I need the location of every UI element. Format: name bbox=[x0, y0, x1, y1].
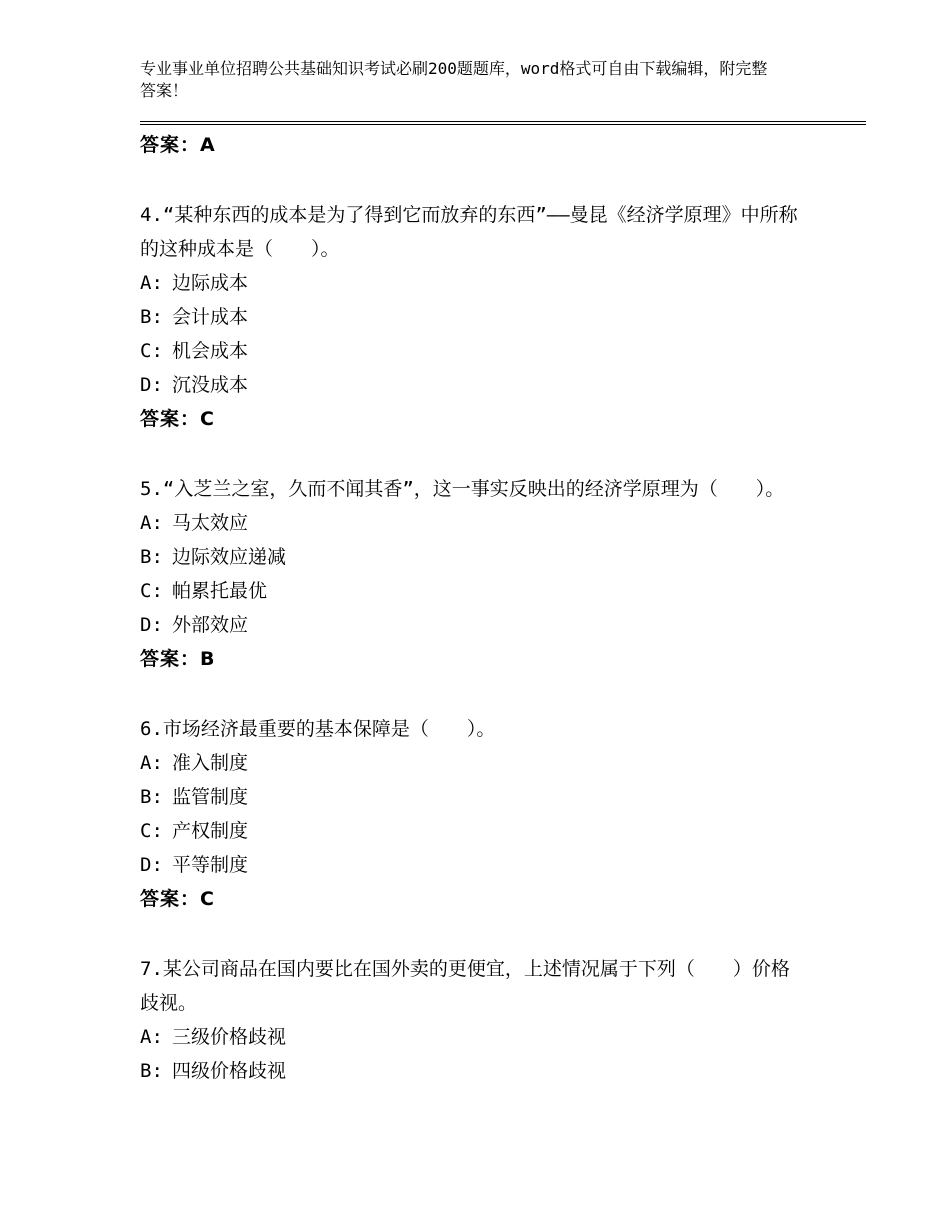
option-key: C: bbox=[140, 580, 163, 602]
option-d bbox=[140, 368, 820, 402]
option-a bbox=[140, 506, 820, 540]
question-text: 5.“入芝兰之室，久而不闻其香”，这一事实反映出的经济学原理为（ ）。 bbox=[140, 478, 785, 500]
option-b bbox=[140, 540, 820, 574]
option-key: D: bbox=[140, 854, 163, 876]
option-c bbox=[140, 574, 820, 608]
option-text: 边际成本 bbox=[172, 272, 249, 294]
option-key: A: bbox=[140, 272, 163, 294]
option-text: 沉没成本 bbox=[172, 374, 249, 396]
question-block bbox=[140, 198, 820, 436]
option-c bbox=[140, 334, 820, 368]
answer-label: 答案： bbox=[140, 888, 201, 910]
option-b bbox=[140, 1054, 820, 1088]
option-key: C: bbox=[140, 820, 163, 842]
option-text: 四级价格歧视 bbox=[172, 1060, 287, 1082]
option-a bbox=[140, 746, 820, 780]
option-text: 马太效应 bbox=[172, 512, 249, 534]
answer-label: 答案： bbox=[140, 134, 201, 156]
answer-label: 答案： bbox=[140, 408, 201, 430]
option-key: B: bbox=[140, 306, 163, 328]
option-b bbox=[140, 780, 820, 814]
option-key: B: bbox=[140, 786, 163, 808]
option-text: 产权制度 bbox=[172, 820, 249, 842]
option-text: 平等制度 bbox=[172, 854, 249, 876]
answer-label: 答案： bbox=[140, 648, 201, 670]
option-c bbox=[140, 814, 820, 848]
option-key: B: bbox=[140, 546, 163, 568]
answer-value: C bbox=[200, 408, 214, 430]
answer-line bbox=[140, 882, 820, 916]
option-key: A: bbox=[140, 512, 163, 534]
option-key: A: bbox=[140, 1026, 163, 1048]
option-a bbox=[140, 266, 820, 300]
option-text: 三级价格歧视 bbox=[172, 1026, 287, 1048]
option-key: C: bbox=[140, 340, 163, 362]
answer-line bbox=[140, 402, 820, 436]
page-header: 专业事业单位招聘公共基础知识考试必刷200题题库，word格式可自由下载编辑，附完整答案！ bbox=[140, 59, 768, 100]
option-text: 监管制度 bbox=[172, 786, 249, 808]
question-block bbox=[140, 712, 820, 916]
option-key: D: bbox=[140, 614, 163, 636]
question-block bbox=[140, 472, 820, 676]
header-divider bbox=[140, 121, 866, 125]
question-text: 6.市场经济最重要的基本保障是（ ）。 bbox=[140, 718, 496, 740]
answer-value: B bbox=[200, 648, 215, 670]
option-text: 会计成本 bbox=[172, 306, 249, 328]
option-text: 机会成本 bbox=[172, 340, 249, 362]
answer-value: C bbox=[200, 888, 214, 910]
option-text: 外部效应 bbox=[172, 614, 249, 636]
document-body bbox=[140, 128, 820, 1088]
option-key: D: bbox=[140, 374, 163, 396]
option-key: B: bbox=[140, 1060, 163, 1082]
answer-value: A bbox=[200, 134, 215, 156]
answer-line bbox=[140, 642, 820, 676]
option-b bbox=[140, 300, 820, 334]
option-a bbox=[140, 1020, 820, 1054]
option-d bbox=[140, 848, 820, 882]
option-d bbox=[140, 608, 820, 642]
option-text: 帕累托最优 bbox=[172, 580, 268, 602]
question-text: 4.“某种东西的成本是为了得到它而放弃的东西”——曼昆《经济学原理》中所称的这种成本是（ ）。 bbox=[140, 204, 798, 260]
question-block bbox=[140, 952, 820, 1088]
option-text: 准入制度 bbox=[172, 752, 249, 774]
option-text: 边际效应递减 bbox=[172, 546, 287, 568]
question-text: 7.某公司商品在国内要比在国外卖的更便宜，上述情况属于下列（ ）价格歧视。 bbox=[140, 958, 790, 1014]
answer-line bbox=[140, 128, 820, 162]
option-key: A: bbox=[140, 752, 163, 774]
